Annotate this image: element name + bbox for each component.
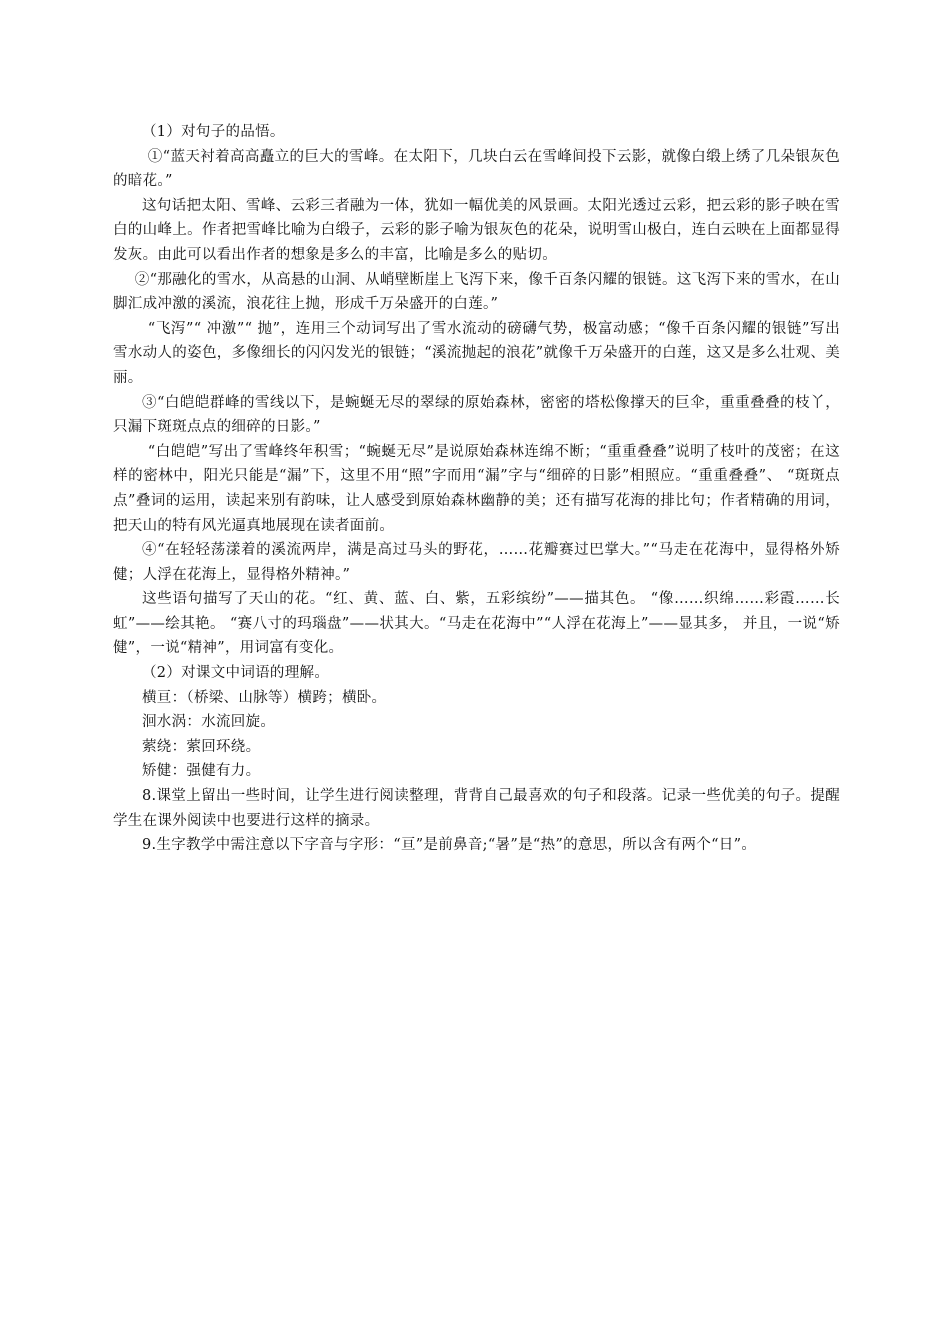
analysis-paragraph: 这句话把太阳、雪峰、云彩三者融为一体，犹如一幅优美的风景画。太阳光透过云彩，把云彩的影子映在雪白的山峰上。作者把雪峰比喻为白缎子，云彩的影子喻为银灰色的花朵，说明雪山极白，连白云映在上面都显得发灰。由此可以看出作者的想象是多么的丰富，比喻是多么的贴切。: [113, 197, 840, 263]
vocab-item: 矫健：强健有力。: [142, 763, 261, 780]
quote-paragraph: ②“那融化的雪水，从高悬的山洞、从峭壁断崖上飞泻下来，像千百条闪耀的银链。这飞泻下来的雪水，在山脚汇成冲激的溪流，浪花往上抛，形成千万朵盛开的白莲。”: [113, 271, 840, 313]
analysis-paragraph: “飞泻”“ 冲激”“ 抛”，连用三个动词写出了雪水流动的磅礴气势，极富动感；“像千百条闪耀的银链”写出雪水动人的姿色，多像细长的闪闪发光的银链；“溪流抛起的浪花”就像千万朵盛开的白莲，这又是多么壮观、美丽。: [113, 320, 840, 386]
quote-paragraph: ①“蓝天衬着高高矗立的巨大的雪峰。在太阳下，几块白云在雪峰间投下云影，就像白缎上绣了几朵银灰色的暗花。”: [113, 148, 840, 190]
quote-paragraph: ③“白皑皑群峰的雪线以下，是蜿蜒无尽的翠绿的原始森林，密密的塔松像撑天的巨伞，重重叠叠的枝丫，只漏下斑斑点点的细碎的日影。”: [113, 394, 840, 436]
numbered-item-9: 9.生字教学中需注意以下字音与字形：“亘”是前鼻音;“暑”是“热”的意思，所以含有两个“日”。: [142, 837, 757, 854]
vocab-item: 洄水涡：水流回旋。: [142, 714, 276, 731]
analysis-paragraph: 这些语句描写了天山的花。“红、黄、蓝、白、紫，五彩缤纷”——描其色。 “像……织绵……彩霞……长虹”——绘其艳。 “赛八寸的玛瑙盘”——状其大。“马走在花海中”“人浮在花海上”——显其多， 并且，一说“矫健”，一说“精神”，用词富有变化。: [113, 591, 840, 657]
quote-paragraph: ④“在轻轻荡漾着的溪流两岸，满是高过马头的野花，……花瓣赛过巴掌大。”“马走在花海中，显得格外矫健；人浮在花海上，显得格外精神。”: [113, 542, 840, 583]
vocab-item: 横亘：（桥梁、山脉等）横跨；横卧。: [142, 689, 387, 706]
numbered-item-8: 8.课堂上留出一些时间，让学生进行阅读整理，背背自己最喜欢的句子和段落。记录一些优美的句子。提醒学生在课外阅读中也要进行这样的摘录。: [113, 788, 840, 829]
section-heading-vocabulary: （2）对课文中词语的理解。: [142, 665, 330, 682]
vocab-item: 萦绕：萦回环绕。: [142, 738, 261, 755]
section-heading-sentence-appreciation: （1）对句子的品悟。: [142, 124, 285, 140]
analysis-paragraph: “白皑皑”写出了雪峰终年积雪；“蜿蜒无尽”是说原始森林连绵不断；“重重叠叠”说明了枝叶的茂密；在这样的密林中，阳光只能是“漏”下，这里不用“照”字而用“漏”字与“细碎的日影”相照应。“重重叠叠”、 “斑斑点点”叠词的运用，读起来别有韵味，让人感受到原始森林幽静的美；还有描写花海的排比句；作者精确的用词，把天山的特有风光逼真地展现在读者面前。: [113, 443, 840, 534]
document-body: [113, 120, 840, 858]
